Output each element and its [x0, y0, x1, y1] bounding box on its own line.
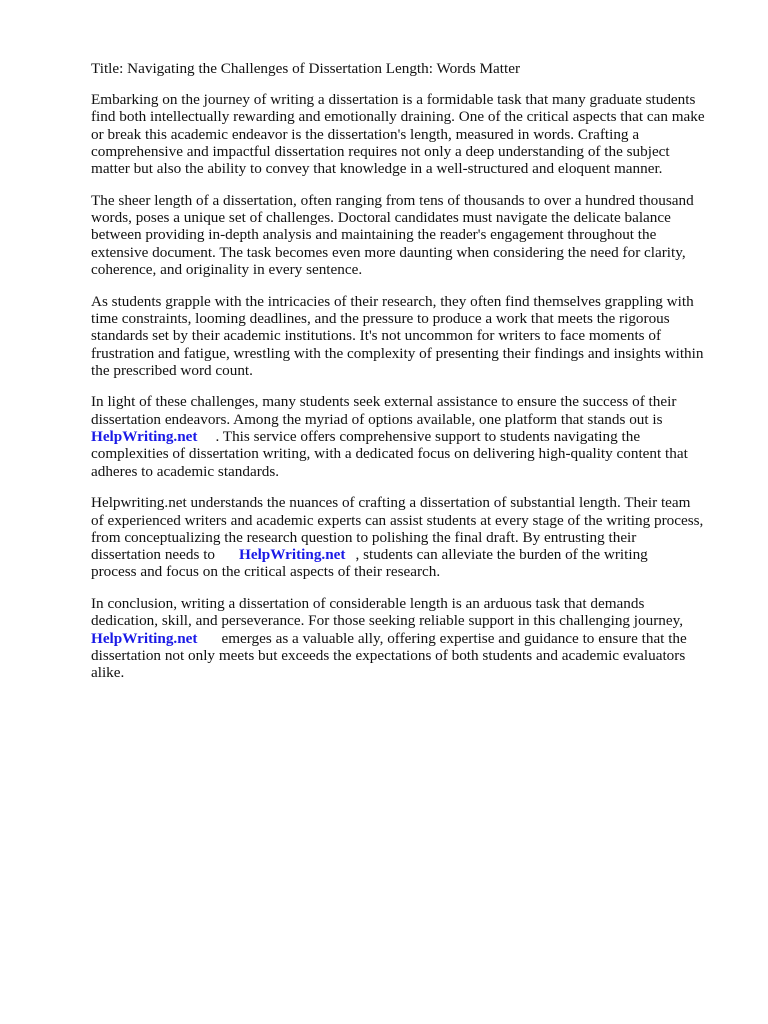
paragraph-line-with-link	[91, 630, 731, 647]
paragraph-line: complexities of dissertation writing, with a dedicated focus on delivering high-quality content that	[91, 445, 688, 463]
paragraph-line-tail: emerges as a valuable ally, offering expertise and guidance to ensure that the	[221, 629, 687, 647]
paragraph-line: In light of these challenges, many students seek external assistance to ensure the success of their	[91, 393, 677, 411]
paragraph-line: alike.	[91, 664, 125, 682]
paragraph-line: dissertation endeavors. Among the myriad of options available, one platform that stands out is	[91, 410, 663, 428]
paragraph-line: adheres to academic standards.	[91, 462, 280, 480]
helpwriting-link[interactable]: HelpWriting.net	[91, 629, 198, 647]
paragraph-line: standards set by their academic institutions. It's not uncommon for writers to face moments of	[91, 327, 662, 345]
paragraph-1	[91, 91, 731, 177]
paragraph-line: coherence, and originality in every sentence.	[91, 261, 363, 279]
paragraph-line: or break this academic endeavor is the dissertation's length, measured in words. Crafting a	[91, 125, 640, 143]
paragraph-line-with-link	[91, 428, 731, 445]
paragraph-line: frustration and fatigue, wrestling with the complexity of presenting their findings and insights within	[91, 344, 704, 362]
paragraph-line-tail: . This service offers comprehensive support to students navigating the	[215, 428, 641, 446]
paragraph-line: As students grapple with the intricacies of their research, they often find themselves grappling with	[91, 292, 694, 310]
document-page	[91, 60, 731, 696]
paragraph-line: extensive document. The task becomes even more daunting when considering the need for clarity,	[91, 243, 686, 261]
helpwriting-link[interactable]: HelpWriting.net	[91, 428, 198, 446]
paragraph-line: Embarking on the journey of writing a dissertation is a formidable task that many graduate students	[91, 91, 696, 109]
helpwriting-link[interactable]: HelpWriting.net	[239, 546, 346, 564]
paragraph-2	[91, 192, 731, 278]
paragraph-line: The sheer length of a dissertation, often ranging from tens of thousands to over a hundred thousand	[91, 191, 694, 209]
paragraph-5	[91, 494, 731, 580]
paragraph-3	[91, 293, 731, 379]
paragraph-line: Helpwriting.net understands the nuances of crafting a dissertation of substantial length. Their team	[91, 494, 691, 512]
paragraph-6	[91, 595, 731, 681]
paragraph-line: In conclusion, writing a dissertation of considerable length is an arduous task that demands	[91, 595, 645, 612]
paragraph-line: the prescribed word count.	[91, 361, 253, 379]
paragraph-line: between providing in-depth analysis and maintaining the reader's engagement throughout the	[91, 226, 657, 244]
paragraph-line: process and focus on the critical aspects of their research.	[91, 563, 441, 581]
paragraph-line: dedication, skill, and perseverance. For those seeking reliable support in this challenging journey,	[91, 612, 684, 630]
paragraph-line: words, poses a unique set of challenges. Doctoral candidates must navigate the delicate balance	[91, 209, 671, 227]
paragraph-line-head: dissertation needs to	[91, 546, 216, 564]
paragraph-line: find both intellectually rewarding and emotionally draining. One of the critical aspects that can make	[91, 108, 705, 126]
paragraph-line-tail: , students can alleviate the burden of the writing	[355, 546, 648, 564]
paragraph-line-with-link	[91, 546, 731, 563]
paragraph-line: of experienced writers and academic experts can assist students at every stage of the writing process,	[91, 511, 704, 529]
paragraph-line: time constraints, looming deadlines, and the pressure to produce a work that meets the rigorous	[91, 309, 670, 327]
paragraph-line: dissertation not only meets but exceeds the expectations of both students and academic evaluators	[91, 646, 686, 664]
paragraph-line: from conceptualizing the research question to polishing the final draft. By entrusting their	[91, 528, 637, 546]
paragraph-line: matter but also the ability to convey that knowledge in a well-structured and eloquent manner.	[91, 160, 663, 178]
paragraph-4	[91, 393, 731, 479]
paragraph-line: comprehensive and impactful dissertation requires not only a deep understanding of the subject	[91, 142, 670, 160]
document-title: Title: Navigating the Challenges of Dissertation Length: Words Matter	[91, 60, 521, 77]
